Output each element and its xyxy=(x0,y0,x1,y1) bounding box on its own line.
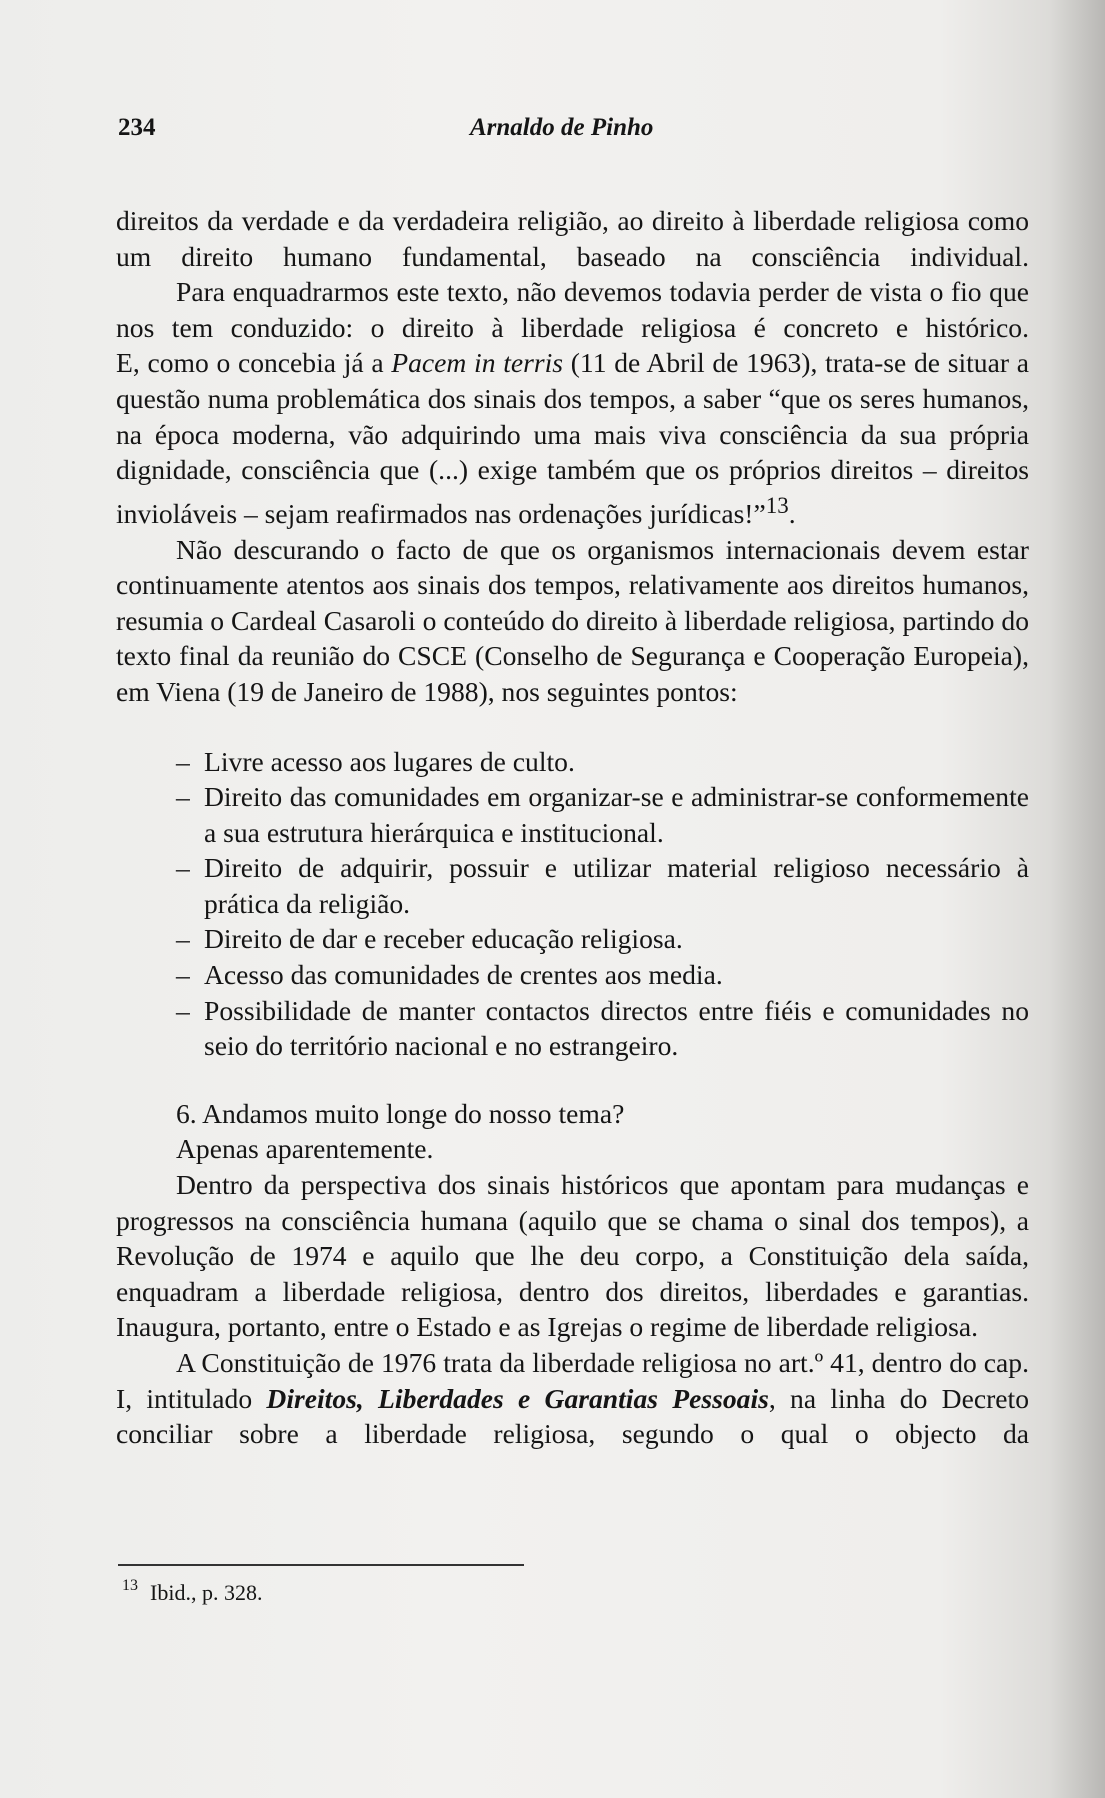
paragraph-4: Não descurando o facto de que os organismos internacionais devem estar continuamente atentos aos sinais dos tempos, relativamente aos direitos humanos, resumia o Cardeal Casaroli o conteúdo do direito à liberdade religiosa, partindo do texto final da reunião do CSCE (Conselho de Segurança e Cooperação Europeia), em Viena (19 de Janeiro de 1988), nos seguintes pontos: xyxy=(116,533,1029,707)
footnote-number: 13 xyxy=(122,1577,138,1594)
p8-after: , na linha do Decreto conciliar sobre a liberdade religiosa, segundo o qual o objecto da xyxy=(116,1382,1029,1450)
list-item: – Possibilidade de manter contactos directos entre fiéis e comunidades no seio do território nacional e no estrangeiro. xyxy=(176,993,1029,1064)
rights-list xyxy=(176,744,1029,1064)
footnote-ref-13: 13 xyxy=(765,492,789,518)
list-item: – Direito de dar e receber educação religiosa. xyxy=(176,921,1029,957)
list-item: – Acesso das comunidades de crentes aos media. xyxy=(176,957,1029,993)
p3-end: . xyxy=(788,497,796,529)
footnote xyxy=(122,1577,262,1606)
paragraph-1: direitos da verdade e da verdadeira religião, ao direito à liberdade religiosa como um direito humano fundamental, baseado na consciência individual. xyxy=(116,205,1029,272)
page-number: 234 xyxy=(118,114,156,141)
page-header xyxy=(118,114,918,148)
paragraph-2: Para enquadrarmos este texto, não devemos todavia perder de vista o fio que nos tem conduzido: o direito à liberdade religiosa é concreto e histórico. xyxy=(116,276,1029,343)
p3-before: E, como o concebia já a xyxy=(116,347,384,379)
p3-after: (11 de Abril de 1963), trata-se de situar a questão numa problemática dos sinais dos tempos, a saber “que os seres humanos, na época moderna, vão adquirindo uma mais viva consciência da sua própria dignidade, consciência que (...) exige também que os próprios direitos – direitos invioláveis – sejam reafirmados nas ordenações jurídicas!” xyxy=(116,347,1029,529)
paragraph-3 xyxy=(116,345,1029,531)
constitution-chapter-title: Direitos, Liberdades e Garantias Pessoais xyxy=(266,1382,769,1414)
list-item: – Direito das comunidades em organizar-se e administrar-se conformemente a sua estrutura hierárquica e institucional. xyxy=(176,779,1029,850)
body-text xyxy=(116,203,1029,1452)
footnote-text: Ibid., p. 328. xyxy=(150,1580,263,1605)
list-item: – Livre acesso aos lugares de culto. xyxy=(176,744,1029,780)
section-6-heading: 6. Andamos muito longe do nosso tema? xyxy=(176,1097,625,1129)
footnote-rule xyxy=(118,1564,524,1566)
list-item: – Direito de adquirir, possuir e utilizar material religioso necessário à prática da religião. xyxy=(176,850,1029,921)
paragraph-8 xyxy=(116,1345,1029,1452)
paragraph-6: Apenas aparentemente. xyxy=(176,1133,434,1165)
pacem-in-terris-title: Pacem in terris xyxy=(391,347,564,379)
paragraph-7: Dentro da perspectiva dos sinais históricos que apontam para mudanças e progressos na consciência humana (aquilo que se chama o sinal dos tempos), a Revolução de 1974 e aquilo que lhe deu corpo, a Constituição dela saída, enquadram a liberdade religiosa, dentro dos direitos, liberdades e garantias. Inaugura, portanto, entre o Estado e as Igrejas o regime de liberdade religiosa. xyxy=(116,1169,1029,1343)
p8-before: A Constituição de 1976 trata da liberdade religiosa no art.º 41, dentro do cap. I, intitulado xyxy=(116,1347,1029,1414)
running-head: Arnaldo de Pinho xyxy=(470,114,654,141)
